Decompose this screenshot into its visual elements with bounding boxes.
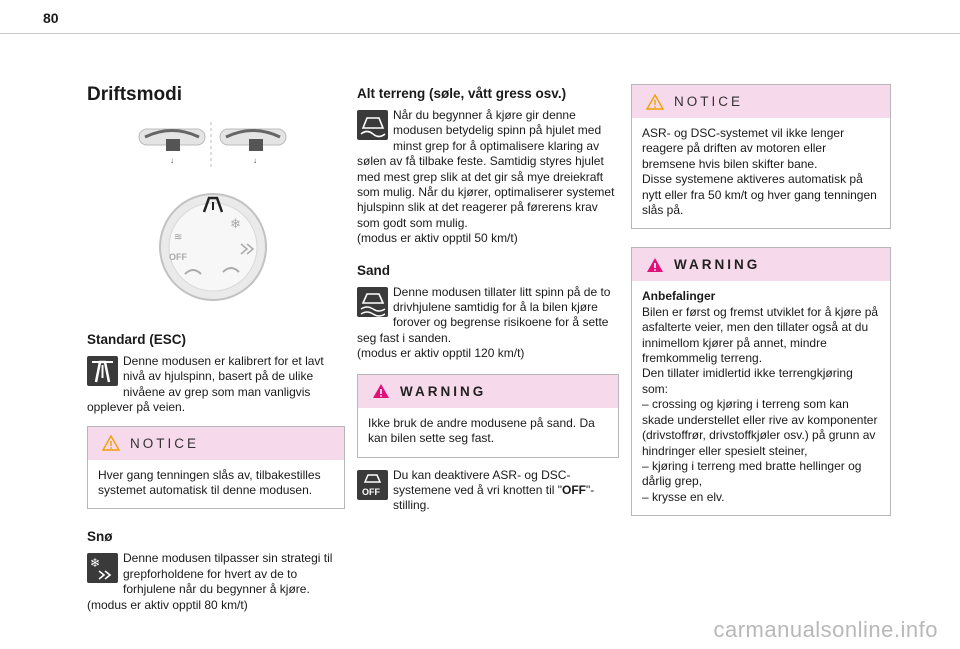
svg-text:❄: ❄: [90, 556, 101, 571]
notice-header: [632, 85, 890, 118]
warning-box-2: [631, 247, 891, 516]
svg-text:↓: ↓: [253, 156, 257, 165]
svg-text:↓: ↓: [170, 156, 174, 165]
standard-text: Denne modusen er kalibrert for et lavt nivå av hjulspinn, basert på de ulike nivåene av grep som man vanligvis opplever på veien.: [87, 354, 324, 415]
svg-text:OFF: OFF: [169, 252, 187, 262]
sand-text: Denne modusen tillater litt spinn på de to drivhjulene samtidig for å la bilen kjøre forover og begrense risikoene for å sette seg fast i sanden.: [357, 284, 611, 345]
svg-text:❄: ❄: [230, 216, 241, 231]
allterrain-block: [357, 108, 619, 247]
warning-header: [632, 248, 890, 281]
sand-heading: Sand: [357, 262, 391, 278]
warning-subheading: Anbefalinger: [642, 289, 716, 304]
esc-off-icon: [357, 470, 388, 500]
snow-mode-icon: [87, 553, 118, 583]
notice-label: NOTICE: [674, 94, 744, 109]
allterrain-heading: Alt terreng (søle, vått gress osv.): [357, 86, 567, 101]
warning-triangle-icon: [102, 435, 120, 451]
off-block: [357, 468, 619, 514]
warning-line: – kjøring i terreng med bratte hellinger og dårlig grep,: [642, 458, 862, 489]
allterrain-text: Når du begynner å kjøre gir denne modusen betydelig spinn på hjulet med minst grep for å optimalisere klaring av sølen av få tilbake feste. Samtidig styres hjulet med mest grep slik at det gir så mye dreiekraft som mulig. Når du kjører, optimaliserer systemet hjulspinn slik at det reagerer på førerens krav som godt som mulig.: [357, 108, 615, 230]
allterrain-note: (modus er aktiv opptil 50 km/t): [357, 231, 518, 246]
mode-illustration: [87, 106, 345, 302]
column-middle: [357, 80, 619, 514]
mud-mode-icon: [357, 110, 388, 140]
off-text-bold: OFF: [562, 482, 587, 497]
off-text-before: Du kan deaktivere ASR- og DSC-systemene ved å vri knotten til ": [393, 467, 571, 497]
warning-text: Ikke bruk de andre modusene på sand. Da kan bilen sette seg fast.: [368, 415, 595, 446]
notice-header: [88, 427, 344, 460]
sand-mode-icon: [357, 287, 388, 317]
snow-note: (modus er aktiv opptil 80 km/t): [87, 597, 248, 612]
notice-text: [632, 118, 890, 228]
snow-heading: Snø: [87, 529, 113, 545]
warning-label: WARNING: [674, 257, 761, 273]
standard-mode-icon: [87, 356, 118, 386]
notice-line: ASR- og DSC-systemet vil ikke lenger reagere på driften av motoren eller bremsene hvis bilen skifter bane.: [642, 126, 845, 171]
warning-triangle-icon: [372, 383, 390, 399]
warning-text: [632, 281, 890, 515]
header-rule: [0, 33, 960, 34]
warning-line: Den tillater imidlertid ikke terrengkjøring som:: [642, 366, 853, 396]
notice-text: Hver gang tenningen slås av, tilbakestilles systemet automatisk til denne modusen.: [98, 467, 321, 498]
warning-line: Bilen er først og fremst utviklet for å kjøre på asfalterte veier, men den tillater også at du innimellom kjører på annet, mindre fremkommelig terreng.: [642, 304, 879, 366]
standard-heading: Standard (ESC): [87, 332, 187, 347]
svg-text:≋: ≋: [174, 232, 183, 243]
warning-line: – crossing og kjøring i terreng som kan skade understellet eller rive av komponenter (drivstoffrør, drivstoffkjøler osv.) på grunn av hindringer eller spesielt steiner,: [642, 397, 878, 458]
column-left: [87, 80, 345, 613]
watermark: carmanualsonline.info: [713, 617, 938, 642]
snow-block: [87, 551, 345, 613]
warning-triangle-icon: [646, 257, 664, 273]
warning-header: [358, 375, 618, 408]
warning-triangle-icon: [646, 94, 664, 110]
snow-text: Denne modusen tilpasser sin strategi til grepforholdene for hvert av de to forhjulene når du begynner å kjøre.: [123, 551, 333, 597]
notice-line: Disse systemene aktiveres automatisk på nytt eller fra 50 km/t og hver gang tenningen slås på.: [642, 172, 877, 218]
page-number: 80: [43, 10, 59, 26]
notice-label: NOTICE: [130, 435, 200, 451]
svg-text:OFF: OFF: [362, 486, 380, 497]
sand-note: (modus er aktiv opptil 120 km/t): [357, 346, 525, 361]
warning-label: WARNING: [400, 383, 487, 399]
notice-box-1: [87, 426, 345, 510]
column-right: [631, 80, 891, 516]
warning-box-1: [357, 374, 619, 458]
steering-wheel-icon: [87, 106, 345, 302]
warning-line: – krysse en elv.: [642, 489, 725, 504]
notice-box-2: [631, 84, 891, 229]
off-text: [357, 468, 619, 514]
standard-block: [87, 354, 345, 416]
off-text-after: "-stilling.: [393, 482, 595, 513]
section-title: Driftsmodi: [87, 84, 182, 105]
sand-block: [357, 285, 619, 362]
